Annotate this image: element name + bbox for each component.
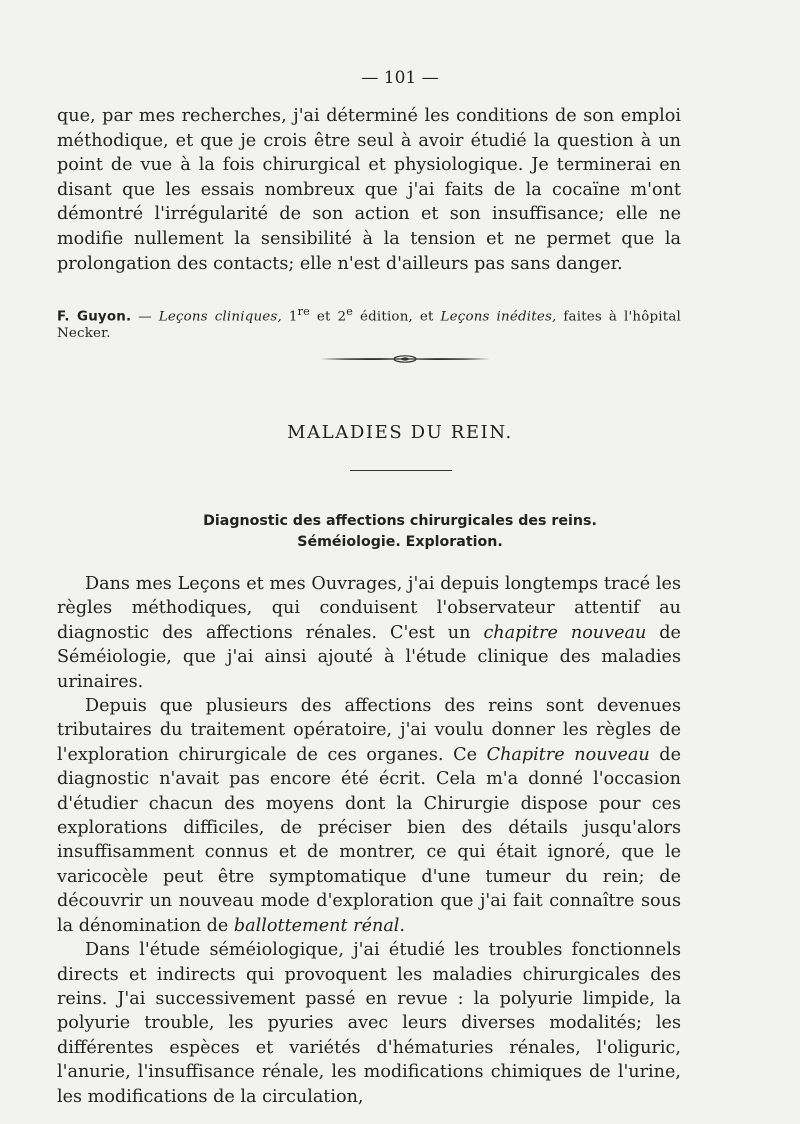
citation-work-1: Leçons cliniques, [158, 309, 282, 325]
paragraph-2-mid: de diagnostic n'avait pas encore été écrit. Cela m'a donné l'occasion d'étudier chacun des moyens dont la Chirurgie dispose pour ces explorations difficiles, de préciser bien des détails jusqu'alors insuffisamment connus et de montrer, ce qui était ignoré, que le varicocèle peut être symptomatique d'une tumeur du rein; de découvrir un nouveau mode d'exploration que j'ai fait connaître sous la dénomination de [57, 744, 681, 936]
citation-edition-sup-1: re [297, 305, 310, 318]
paragraph-2 [57, 694, 681, 938]
citation-dash: — [131, 309, 159, 325]
body-text [57, 572, 681, 1109]
paragraph-3: Dans l'étude séméiologique, j'ai étudié les troubles fonctionnels directs et indirects qui provoquent les maladies chirurgicales des reins. J'ai successivement passé en revue : la polyurie limpide, la polyurie trouble, les pyuries avec leurs diverses modalités; les différentes espèces et variétés d'hématuries rénales, l'oliguric, l'anurie, l'insuffisance rénale, les modifications chimiques de l'urine, les modifications de la circulation, [57, 940, 681, 1107]
paragraph-1-end: de Séméiologie, que j'ai ainsi ajouté à l'étude clinique des maladies urinaires. [57, 622, 681, 692]
citation-place: faites à l'hôpital Necker. [57, 309, 681, 342]
subheading-semeiologie: Séméiologie. Exploration. [297, 534, 503, 550]
intro-paragraph: que, par mes recherches, j'ai déterminé les conditions de son emploi méthodique, et que je crois être seul à avoir étudié la question à un point de vue à la fois chirurgical et physiologique. Je terminerai en disant que les essais nombreux que j'ai faits de la cocaïne m'ont démontré l'irrégularité de son action et son insuffisance; elle ne modifie nullement la sensibilité à la tension et ne permet que la prolongation des contacts; elle n'est d'ailleurs pas sans danger. [57, 106, 681, 274]
intro-text [57, 104, 681, 276]
section-rule [350, 470, 452, 471]
paragraph-2-italic-2: ballottement rénal. [233, 915, 406, 936]
citation-edition-3: édition, et [353, 309, 441, 325]
citation-work-2: Leçons inédites, [440, 309, 557, 325]
paragraph-1-italic: chapitre nouveau [483, 622, 647, 643]
section-title: MALADIES DU REIN. [287, 422, 513, 443]
citation-edition-1: 1 [281, 309, 298, 325]
citation [57, 303, 681, 342]
paragraph-1 [57, 572, 681, 694]
paragraph-1-text: Dans mes Leçons et mes Ouvrages, j'ai depuis longtemps tracé les règles méthodiques, qui conduisent l'observateur attentif au diagnostic des affections rénales. C'est un [57, 574, 681, 643]
ornamental-divider [318, 354, 492, 364]
page-number: — 101 — [361, 68, 439, 88]
paragraph-2-start: Depuis que plusieurs des affections des reins sont devenues tributaires du traitement opératoire, j'ai voulu donner les règles de l'exploration chirurgicale de ces organes. Ce [57, 696, 681, 765]
citation-edition-2: et 2 [309, 309, 347, 325]
paragraph-2-italic: Chapitre nouveau [486, 744, 650, 765]
subheading-diagnostic: Diagnostic des affections chirurgicales des reins. [203, 513, 597, 529]
citation-author: F. Guyon. [57, 309, 132, 325]
citation-edition-sup-2: e [346, 305, 354, 318]
